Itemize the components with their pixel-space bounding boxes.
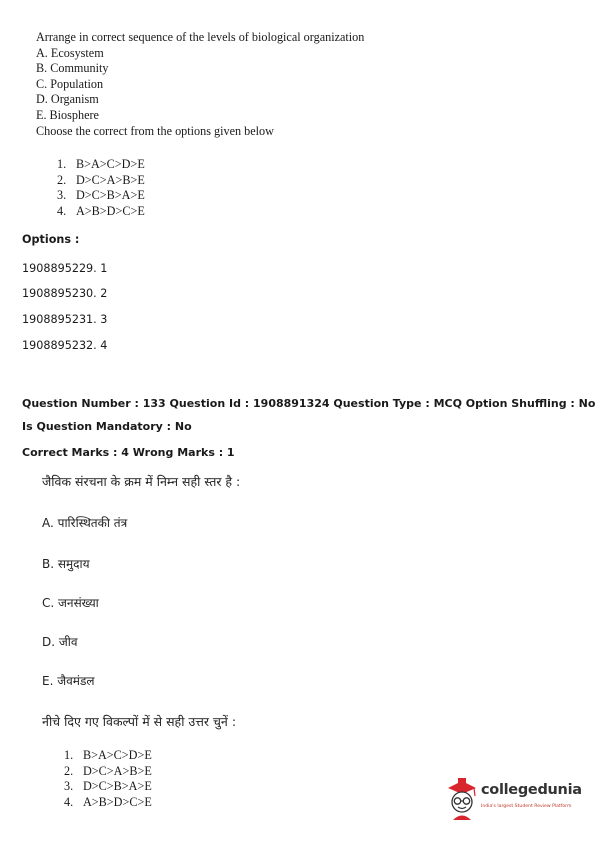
statement-item: B. Community: [36, 61, 109, 76]
choice-item: 4. A>B>D>C>E: [57, 203, 145, 218]
question-meta-line: Is Question Mandatory : No: [22, 420, 192, 433]
logo-tagline: India's largest Student Review Platform: [481, 804, 572, 809]
statement-item: C. Population: [36, 76, 104, 91]
statement-item-hindi: C. जनसंख्या: [42, 596, 99, 610]
statement-item-hindi: B. समुदाय: [42, 557, 90, 571]
collegedunia-logo: [444, 776, 582, 824]
question-instruction-hindi: नीचे दिए गए विकल्पों में से सही उत्तर चुनें :: [42, 714, 237, 729]
option-item: 1908895231. 3: [22, 313, 108, 326]
choice-item: 1. B>A>C>D>E: [64, 748, 152, 762]
choice-list-hindi: [64, 748, 152, 810]
question-meta-line: Question Number : 133 Question Id : 1908891324 Question Type : MCQ Option Shuffling : No: [22, 397, 595, 410]
question-english: [36, 30, 556, 139]
statement-item: D. Organism: [36, 92, 99, 107]
choice-item: 2. D>C>A>B>E: [57, 172, 145, 187]
options-heading: Options :: [22, 233, 80, 246]
option-item: 1908895229. 1: [22, 262, 108, 275]
statement-item-hindi: D. जीव: [42, 635, 78, 649]
question-meta-line: Correct Marks : 4 Wrong Marks : 1: [22, 446, 235, 459]
choice-item: 1. B>A>C>D>E: [57, 157, 145, 171]
choice-item: 4. A>B>D>C>E: [64, 794, 152, 809]
statement-item: A. Ecosystem: [36, 45, 104, 60]
statement-item-hindi: A. पारिस्थितकी तंत्र: [42, 516, 128, 530]
choice-item: 3. D>C>B>A>E: [57, 188, 145, 203]
mascot-icon: [444, 776, 480, 820]
statement-item: E. Biosphere: [36, 107, 99, 122]
option-item: 1908895232. 4: [22, 339, 108, 352]
choice-item: 2. D>C>A>B>E: [64, 763, 152, 778]
choice-list-english: [57, 157, 145, 219]
logo-wordmark: collegedunia: [481, 782, 582, 798]
statement-item-hindi: E. जैवमंडल: [42, 674, 95, 688]
question-instruction: Choose the correct from the options given below: [36, 123, 274, 138]
question-stem: Arrange in correct sequence of the levels of biological organization: [36, 30, 365, 44]
question-stem-hindi: जैविक संरचना के क्रम में निम्न सही स्तर है :: [42, 474, 241, 489]
choice-item: 3. D>C>B>A>E: [64, 779, 152, 794]
option-item: 1908895230. 2: [22, 287, 108, 300]
